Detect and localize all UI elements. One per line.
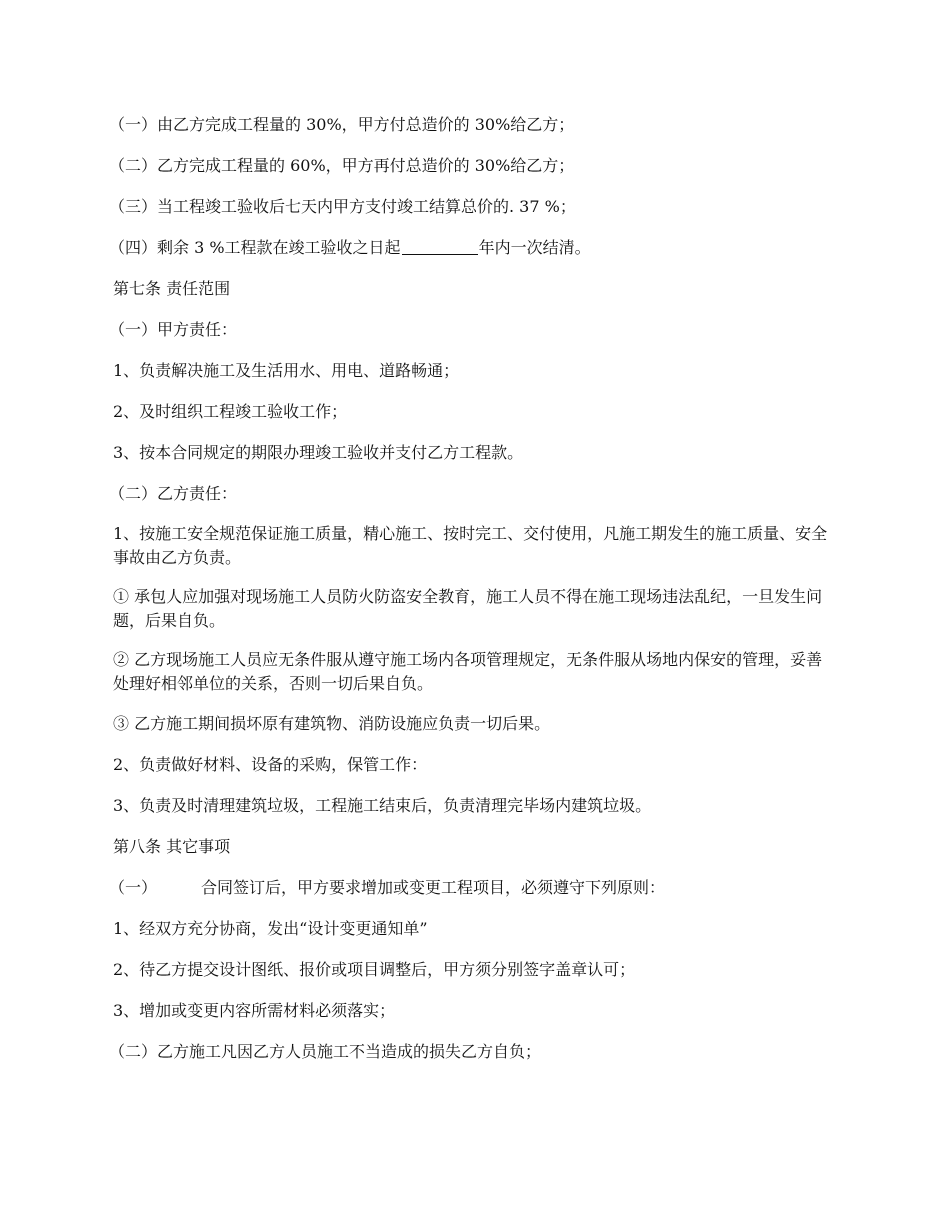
clause-1-text: 合同签订后，甲方要求增加或变更工程项目，必须遵守下列原则：: [201, 878, 666, 897]
party-a-item-3: 3、按本合同规定的期限办理竣工验收并支付乙方工程款。: [113, 443, 524, 462]
payment-item-2: （二）乙方完成工程量的 60%，甲方再付总造价的 30%给乙方；: [109, 156, 575, 175]
clause-1-item-3: 3、增加或变更内容所需材料必须落实；: [113, 1001, 396, 1020]
party-b-sub-3: ③ 乙方施工期间损坏原有建筑物、消防设施应负责一切后果。: [113, 714, 551, 733]
party-b-item-1: 1、按施工安全规范保证施工质量，精心施工、按时完工、交付使用，凡施工期发生的施工质量、安全事故由乙方负责。: [113, 524, 828, 567]
party-b-sub-1: ① 承包人应加强对现场施工人员防火防盗安全教育，施工人员不得在施工现场违法乱纪，一旦发生问题，后果自负。: [113, 587, 823, 630]
article-7-title: 第七条 责任范围: [113, 279, 231, 298]
party-a-item-1: 1、负责解决施工及生活用水、用电、道路畅通；: [113, 361, 460, 380]
fill-in-blank: [402, 238, 478, 255]
article-8-title: 第八条 其它事项: [113, 837, 231, 856]
clause-1-item-2: 2、待乙方提交设计图纸、报价或项目调整后，甲方须分别签字盖章认可；: [113, 960, 636, 979]
payment-item-4-end: 年内一次结清。: [478, 238, 591, 257]
party-b-sub-2: ② 乙方现场施工人员应无条件服从遵守施工场内各项管理规定，无条件服从场地内保安的管理，妥善处理好相邻单位的关系，否则一切后果自负。: [113, 650, 823, 693]
clause-1-label: （一）: [109, 878, 158, 897]
payment-item-4: [109, 235, 838, 261]
party-b-heading: （二）乙方责任：: [109, 484, 238, 503]
payment-item-1: （一）由乙方完成工程量的 30%，甲方付总造价的 30%给乙方；: [109, 115, 575, 134]
party-a-item-2: 2、及时组织工程竣工验收工作；: [113, 402, 348, 421]
party-b-item-3: 3、负责及时清理建筑垃圾，工程施工结束后，负责清理完毕场内建筑垃圾。: [113, 796, 652, 815]
payment-item-3: （三）当工程竣工验收后七天内甲方支付竣工结算总价的. 37 %；: [109, 197, 576, 216]
document-body: [109, 112, 838, 1080]
article-8-clause-1: [109, 875, 838, 901]
payment-item-4-start: （四）剩余 3 %工程款在竣工验收之日起: [109, 238, 401, 257]
article-8-clause-2: （二）乙方施工凡因乙方人员施工不当造成的损失乙方自负；: [109, 1042, 542, 1061]
clause-1-item-1: 1、经双方充分协商，发出“设计变更通知单”: [113, 919, 428, 938]
party-a-heading: （一）甲方责任：: [109, 320, 238, 339]
party-b-item-2: 2、负责做好材料、设备的采购，保管工作：: [113, 755, 428, 774]
